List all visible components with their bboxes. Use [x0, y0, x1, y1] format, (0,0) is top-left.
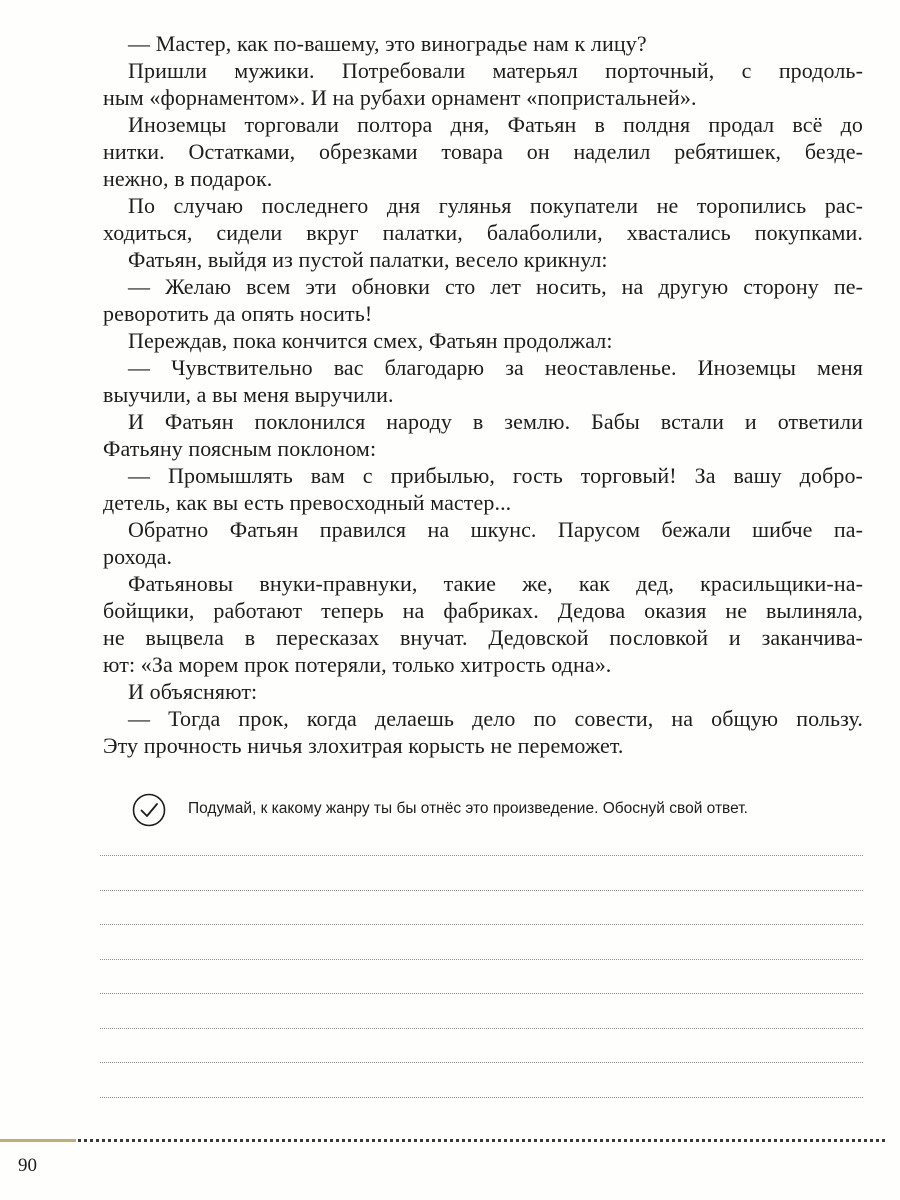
check-circle-icon: [132, 793, 166, 827]
text-line: Переждав, пока кончится смех, Фатьян продолжал:: [128, 328, 613, 353]
text-line: Эту прочность ничья злохитрая корысть не переможет.: [103, 733, 624, 758]
text-line: ют: «За морем прок потеряли, только хитрость одна».: [103, 652, 612, 677]
text-line: Фатьяновы внуки-правнуки, такие же, как дед, красильщики-на-: [128, 571, 863, 596]
text-line: — Чувствительно вас благодарю за неоставленье. Иноземцы меня: [128, 355, 863, 380]
text-line: ным «форнаментом». И на рубахи орнамент «попристальней».: [103, 85, 697, 110]
answer-lines: [100, 855, 863, 1131]
story-text: [103, 30, 863, 759]
text-line: Пришли мужики. Потребовали матерьял порточный, с продоль-: [128, 58, 863, 83]
text-line: — Мастер, как по-вашему, это виноградье нам к лицу?: [128, 31, 647, 56]
text-line: — Промышлять вам с прибылью, гость торговый! За вашу добро-: [128, 463, 863, 488]
text-line: реворотить да опять носить!: [103, 301, 373, 326]
answer-line[interactable]: [100, 855, 863, 856]
text-line: Фатьяну поясным поклоном:: [103, 436, 377, 461]
answer-line[interactable]: [100, 993, 863, 994]
text-line: Фатьян, выйдя из пустой палатки, весело крикнул:: [128, 247, 608, 272]
answer-line[interactable]: [100, 1097, 863, 1098]
answer-line[interactable]: [100, 924, 863, 925]
text-line: И Фатьян поклонился народу в землю. Бабы встали и ответили: [128, 409, 863, 434]
text-line: По случаю последнего дня гулянья покупатели не торопились рас-: [128, 193, 863, 218]
answer-line[interactable]: [100, 1062, 863, 1063]
text-line: — Тогда прок, когда делаешь дело по совести, на общую пользу.: [128, 706, 863, 731]
text-line: бойщики, работают теперь на фабриках. Дедова оказия не вылиняла,: [103, 598, 863, 623]
page-number: 90: [18, 1155, 37, 1176]
text-line: рохода.: [103, 544, 173, 569]
footer-dotted-rule: [78, 1139, 885, 1142]
text-line: Иноземцы торговали полтора дня, Фатьян в полдня продал всё до: [128, 112, 863, 137]
answer-line[interactable]: [100, 890, 863, 891]
text-line: — Желаю всем эти обновки сто лет носить, на другую сторону пе-: [128, 274, 863, 299]
task-text: Подумай, к какому жанру ты бы отнёс это произведение. Обоснуй свой ответ.: [188, 800, 748, 817]
footer-accent-bar: [0, 1139, 76, 1142]
answer-line[interactable]: [100, 959, 863, 960]
text-line: И объясняют:: [128, 679, 258, 704]
text-line: детель, как вы есть превосходный мастер...: [103, 490, 512, 515]
text-line: Обратно Фатьян правился на шкунс. Парусом бежали шибче па-: [128, 517, 863, 542]
text-line: выучили, а вы меня выручили.: [103, 382, 394, 407]
text-line: нитки. Остатками, обрезками товара он наделил ребятишек, безде-: [103, 139, 863, 164]
text-line: не выцвела в пересказах внучат. Дедовской пословкой и заканчива-: [103, 625, 863, 650]
task-prompt: [132, 793, 872, 829]
text-line: ходиться, сидели вкруг палатки, балаболили, хвастались покупками.: [103, 220, 863, 245]
text-line: нежно, в подарок.: [103, 166, 273, 191]
answer-line[interactable]: [100, 1028, 863, 1029]
